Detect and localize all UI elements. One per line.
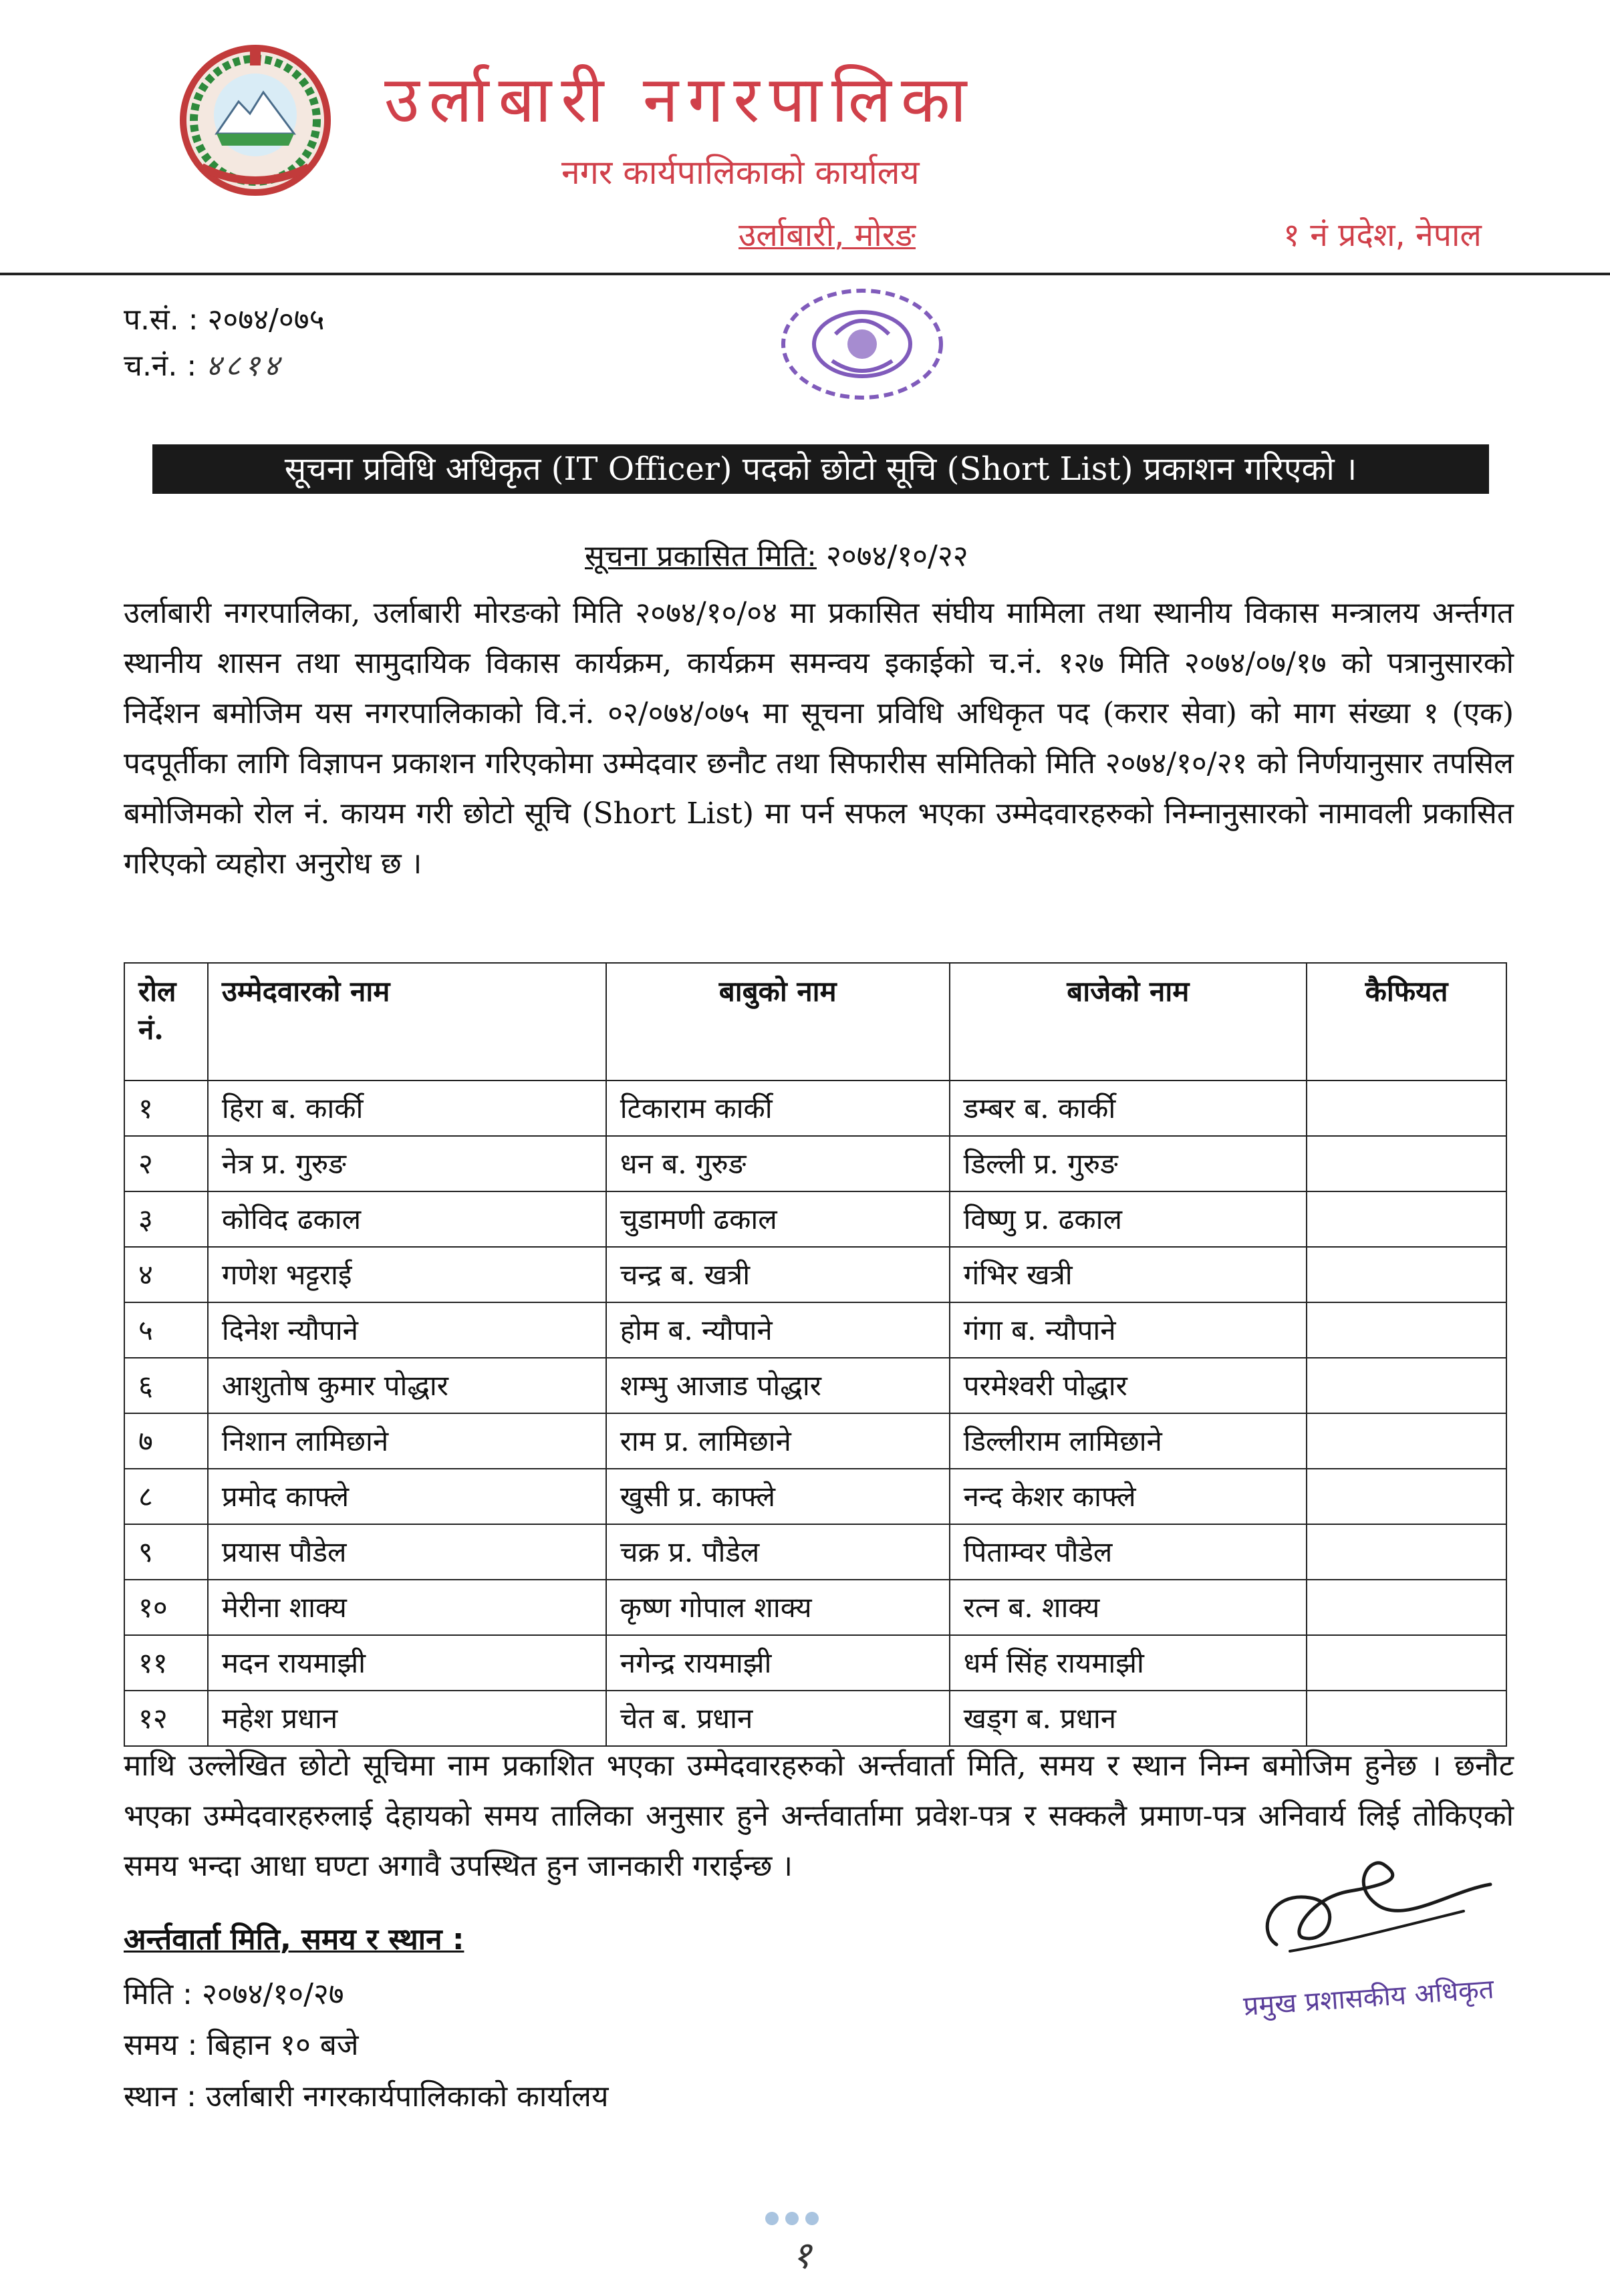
cell-grandfather: परमेश्वरी पोद्धार	[950, 1358, 1307, 1413]
cell-candidate: मदन रायमाझी	[208, 1635, 606, 1691]
signatory-title: प्रमुख प्रशासकीय अधिकृत	[1242, 1973, 1495, 2023]
cell-father: नगेन्द्र रायमाझी	[606, 1635, 950, 1691]
table-row	[124, 1524, 1506, 1580]
cell-candidate: नेत्र प्र. गुरुङ	[208, 1136, 606, 1191]
cell-remarks	[1307, 1247, 1506, 1302]
header-remarks: कैफियत	[1307, 963, 1506, 1081]
dispatch-number-ref	[124, 344, 283, 384]
cell-father: चुडामणी ढकाल	[606, 1191, 950, 1247]
cell-candidate: हिरा ब. कार्की	[208, 1081, 606, 1136]
table-row	[124, 1302, 1506, 1358]
cell-father: चन्द्र ब. खत्री	[606, 1247, 950, 1302]
cell-grandfather: डिल्ली प्र. गुरुङ	[950, 1136, 1307, 1191]
cell-roll: ९	[124, 1524, 208, 1580]
cell-remarks	[1307, 1191, 1506, 1247]
cell-grandfather: नन्द केशर काफ्ले	[950, 1469, 1307, 1524]
header-father: बाबुको नाम	[606, 963, 950, 1081]
cell-roll: ३	[124, 1191, 208, 1247]
table-row	[124, 1247, 1506, 1302]
cell-remarks	[1307, 1302, 1506, 1358]
cell-roll: ७	[124, 1413, 208, 1469]
cell-candidate: प्रमोद काफ्ले	[208, 1469, 606, 1524]
dispatch-label: च.नं. :	[124, 349, 197, 383]
table-row	[124, 1358, 1506, 1413]
notice-title: सूचना प्रविधि अधिकृत (IT Officer) पदको छोटो सूचि (Short List) प्रकाशन गरिएको ।	[152, 444, 1489, 494]
place-text: उर्लाबारी, मोरङ	[739, 217, 916, 254]
header-candidate: उम्मेदवारको नाम	[208, 963, 606, 1081]
cell-roll: ६	[124, 1358, 208, 1413]
cell-grandfather: गंगा ब. न्यौपाने	[950, 1302, 1307, 1358]
cell-roll: २	[124, 1136, 208, 1191]
cell-remarks	[1307, 1691, 1506, 1746]
table-row	[124, 1691, 1506, 1746]
office-name: नगर कार्यपालिकाको कार्यालय	[561, 153, 920, 192]
cell-roll: ५	[124, 1302, 208, 1358]
province: १ नं प्रदेश, नेपाल	[1283, 217, 1482, 254]
cell-grandfather: विष्णु प्र. ढकाल	[950, 1191, 1307, 1247]
fiscal-year-ref	[124, 298, 325, 338]
shortlist-table	[124, 962, 1507, 1747]
cell-father: शम्भु आजाड पोद्धार	[606, 1358, 950, 1413]
letterhead-divider	[0, 273, 1610, 275]
cell-remarks	[1307, 1413, 1506, 1469]
interview-venue: स्थान : उर्लाबारी नगरकार्यपालिकाको कार्यालय	[124, 2079, 609, 2114]
page-number: १	[792, 2234, 812, 2277]
cell-remarks	[1307, 1136, 1506, 1191]
cell-candidate: गणेश भट्टराई	[208, 1247, 606, 1302]
fiscal-label: प.सं. :	[124, 303, 198, 337]
cell-candidate: निशान लामिछाने	[208, 1413, 606, 1469]
cell-grandfather: पिताम्वर पौडेल	[950, 1524, 1307, 1580]
table-row	[124, 1635, 1506, 1691]
cell-candidate: आशुतोष कुमार पोद्धार	[208, 1358, 606, 1413]
signature-icon	[1250, 1851, 1504, 1978]
cell-remarks	[1307, 1081, 1506, 1136]
cell-remarks	[1307, 1358, 1506, 1413]
cell-grandfather: गंभिर खत्री	[950, 1247, 1307, 1302]
cell-grandfather: रत्न ब. शाक्य	[950, 1580, 1307, 1635]
office-stamp-icon	[762, 281, 949, 408]
followup-paragraph: माथि उल्लेखित छोटो सूचिमा नाम प्रकाशित भएका उम्मेदवारहरुको अर्न्तवार्ता मिति, समय र स्थान निम्न बमोजिम हुनेछ । छनौट भएका उम्मेदवारहरुलाई देहायको समय तालिका अनुसार हुने अर्न्तवार्तामा प्रवेश-पत्र र सक्कलै प्रमाण-पत्र अनिवार्य लिई तोकिएको समय भन्दा आधा घण्टा अगावै उपस्थित हुन जानकारी गराईन्छ ।	[124, 1749, 1514, 1883]
cell-roll: ८	[124, 1469, 208, 1524]
cell-remarks	[1307, 1524, 1506, 1580]
org-name: उर्लाबारी नगरपालिका	[384, 62, 976, 137]
table-row	[124, 1413, 1506, 1469]
cell-father: चेत ब. प्रधान	[606, 1691, 950, 1746]
cell-roll: ४	[124, 1247, 208, 1302]
cell-remarks	[1307, 1580, 1506, 1635]
cell-candidate: कोविद ढकाल	[208, 1191, 606, 1247]
cell-remarks	[1307, 1635, 1506, 1691]
table-row	[124, 1136, 1506, 1191]
intro-paragraph: उर्लाबारी नगरपालिका, उर्लाबारी मोरङको मिति २०७४/१०/०४ मा प्रकासित संघीय मामिला तथा स्थानीय विकास मन्त्रालय अर्न्तगत स्थानीय शासन तथा सामुदायिक विकास कार्यक्रम, कार्यक्रम समन्वय इकाईको च.नं. १२७ मिति २०७४/०७/१७ को पत्रानुसारको निर्देशन बमोजिम यस नगरपालिकाको वि.नं. ०२/०७४/०७५ मा सूचना प्रविधि अधिकृत पद (करार सेवा) को माग संख्या १ (एक) पदपूर्तीका लागि विज्ञापन प्रकाशन गरिएकोमा उम्मेदवार छनौट तथा सिफारीस समितिको मिति २०७४/१०/२१ को निर्णयानुसार तपसिल बमोजिमको रोल नं. कायम गरी छोटो सूचि (Short List) मा पर्न सफल भएका उम्मेदवारहरुको निम्नानुसारको नामावली प्रकासित गरिएको व्यहोरा अनुरोध छ ।	[124, 596, 1514, 881]
cell-father: खुसी प्र. काफ्ले	[606, 1469, 950, 1524]
fiscal-value: २०७४/०७५	[207, 303, 325, 337]
cell-roll: १०	[124, 1580, 208, 1635]
table-row	[124, 1469, 1506, 1524]
cell-candidate: मेरीना शाक्य	[208, 1580, 606, 1635]
cell-father: धन ब. गुरुङ	[606, 1136, 950, 1191]
cell-candidate: महेश प्रधान	[208, 1691, 606, 1746]
office-place	[739, 212, 916, 256]
nepal-emblem-icon	[175, 40, 336, 200]
cell-father: होम ब. न्यौपाने	[606, 1302, 950, 1358]
table-row	[124, 1191, 1506, 1247]
cell-grandfather: धर्म सिंह रायमाझी	[950, 1635, 1307, 1691]
interview-date: मिति : २०७४/१०/२७	[124, 1977, 344, 2011]
table-row	[124, 1580, 1506, 1635]
cell-candidate: प्रयास पौडेल	[208, 1524, 606, 1580]
table-row	[124, 1081, 1506, 1136]
interview-heading: अर्न्तवार्ता मिति, समय र स्थान :	[124, 1922, 464, 1957]
cell-father: कृष्ण गोपाल शाक्य	[606, 1580, 950, 1635]
pub-date-label: सूचना प्रकासित मिति:	[585, 539, 817, 573]
dispatch-value: ४८१४	[206, 349, 283, 383]
pub-date-value: २०७४/१०/२२	[825, 539, 968, 573]
cell-father: राम प्र. लामिछाने	[606, 1413, 950, 1469]
cell-candidate: दिनेश न्यौपाने	[208, 1302, 606, 1358]
cell-grandfather: डिल्लीराम लामिछाने	[950, 1413, 1307, 1469]
page-dots	[765, 2212, 825, 2228]
cell-grandfather: खड्ग ब. प्रधान	[950, 1691, 1307, 1746]
cell-grandfather: डम्बर ब. कार्की	[950, 1081, 1307, 1136]
table-header-row	[124, 963, 1506, 1081]
cell-roll: १	[124, 1081, 208, 1136]
cell-remarks	[1307, 1469, 1506, 1524]
cell-father: टिकाराम कार्की	[606, 1081, 950, 1136]
header-grandfather: बाजेको नाम	[950, 963, 1307, 1081]
cell-roll: १२	[124, 1691, 208, 1746]
cell-roll: ११	[124, 1635, 208, 1691]
header-roll: रोल नं.	[124, 963, 208, 1081]
cell-father: चक्र प्र. पौडेल	[606, 1524, 950, 1580]
publication-date	[585, 535, 968, 575]
interview-time: समय : बिहान १० बजे	[124, 2028, 359, 2062]
